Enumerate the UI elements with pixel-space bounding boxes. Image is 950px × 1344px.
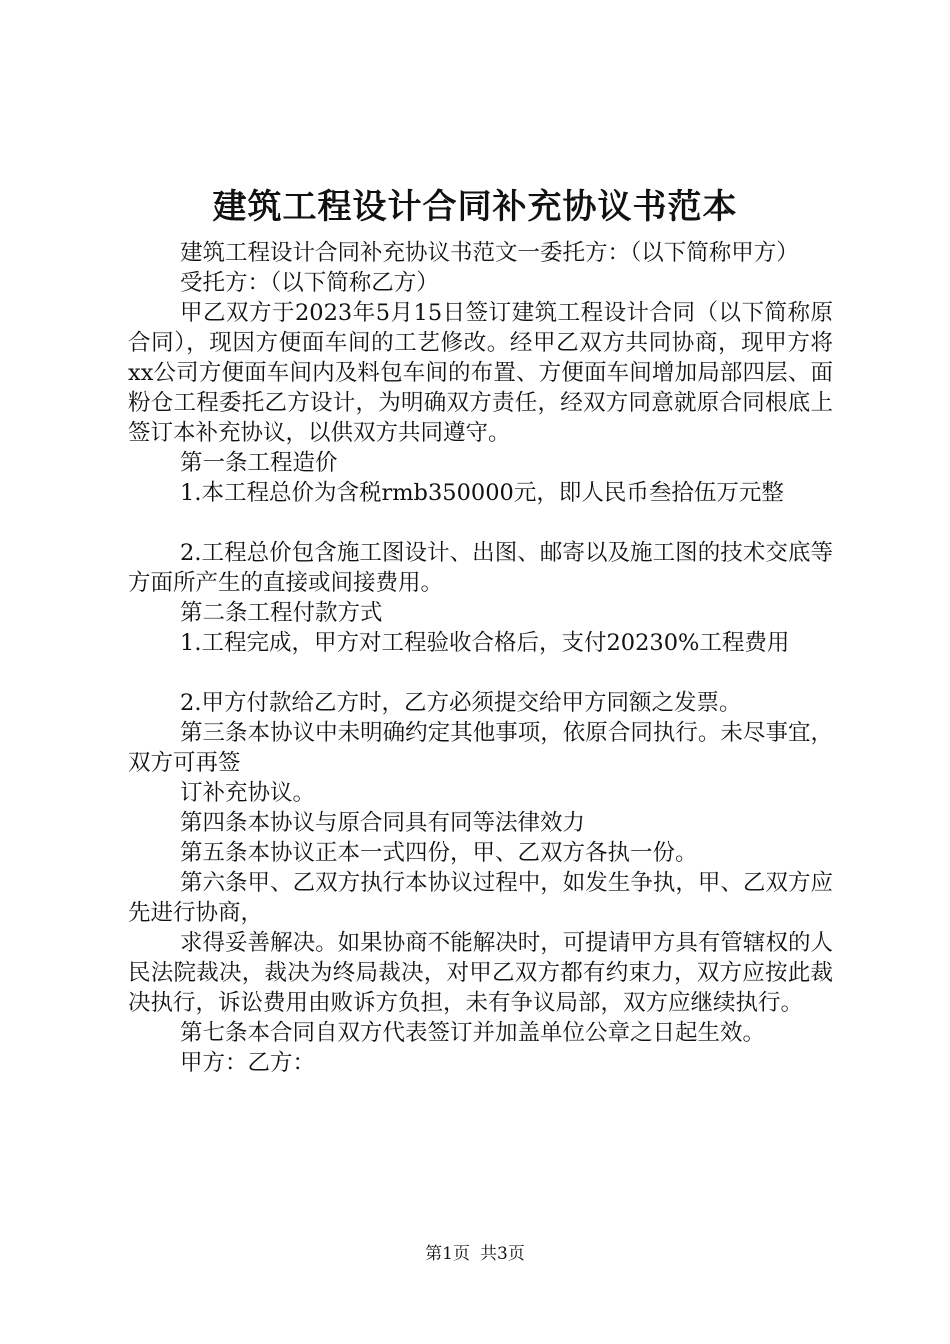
article-3-continued: 订补充协议。 <box>180 780 316 806</box>
article-1-item-2: 2.工程总价包含施工图设计、出图、邮寄以及施工图的技术交底等方面所产生的直接或间接费用。 <box>128 540 833 596</box>
page-number: 第1页 <box>425 1244 470 1264</box>
article-7: 第七条本合同自双方代表签订并加盖单位公章之日起生效。 <box>180 1020 766 1046</box>
article-5: 第五条本协议正本一式四份，甲、乙双方各执一份。 <box>180 840 698 866</box>
page-footer <box>0 1242 950 1266</box>
article-1-heading: 第一条工程造价 <box>180 450 338 476</box>
article-4: 第四条本协议与原合同具有同等法律效力 <box>180 810 586 836</box>
blank-line <box>128 508 833 538</box>
article-2-heading: 第二条工程付款方式 <box>180 600 383 626</box>
article-6: 第六条甲、乙双方执行本协议过程中，如发生争执，甲、乙双方应先进行协商， <box>128 870 833 926</box>
article-2-item-2: 2.甲方付款给乙方时，乙方必须提交给甲方同额之发票。 <box>180 690 742 716</box>
document-body <box>128 238 833 1078</box>
page-total: 共3页 <box>480 1244 525 1264</box>
blank-line <box>128 658 833 688</box>
paragraph-parties-agent: 受托方：（以下简称乙方） <box>180 270 439 296</box>
article-3: 第三条本协议中未明确约定其他事项，依原合同执行。未尽事宜，双方可再签 <box>128 720 833 776</box>
paragraph-parties-client: 建筑工程设计合同补充协议书范文一委托方：（以下简称甲方） <box>180 240 799 266</box>
article-2-item-1: 1.工程完成，甲方对工程验收合格后，支付20230%工程费用 <box>180 630 790 656</box>
paragraph-background: 甲乙双方于2023年5月15日签订建筑工程设计合同（以下简称原合同），现因方便面车间的工艺修改。经甲乙双方共同协商，现甲方将xx公司方便面车间内及料包车间的布置、方便面车间增加局部四层、面粉仓工程委托乙方设计，为明确双方责任，经双方同意就原合同根底上签订本补充协议，以供双方共同遵守。 <box>128 300 833 446</box>
document-title: 建筑工程设计合同补充协议书范本 <box>212 187 738 227</box>
article-6-continued: 求得妥善解决。如果协商不能解决时，可提请甲方具有管辖权的人民法院裁决，裁决为终局裁决，对甲乙双方都有约束力，双方应按此裁决执行，诉讼费用由败诉方负担，未有争议局部，双方应继续执行。 <box>128 930 833 1016</box>
article-1-item-1: 1.本工程总价为含税rmb350000元，即人民币叁拾伍万元整 <box>180 480 784 506</box>
signature-line: 甲方：乙方： <box>180 1050 316 1076</box>
